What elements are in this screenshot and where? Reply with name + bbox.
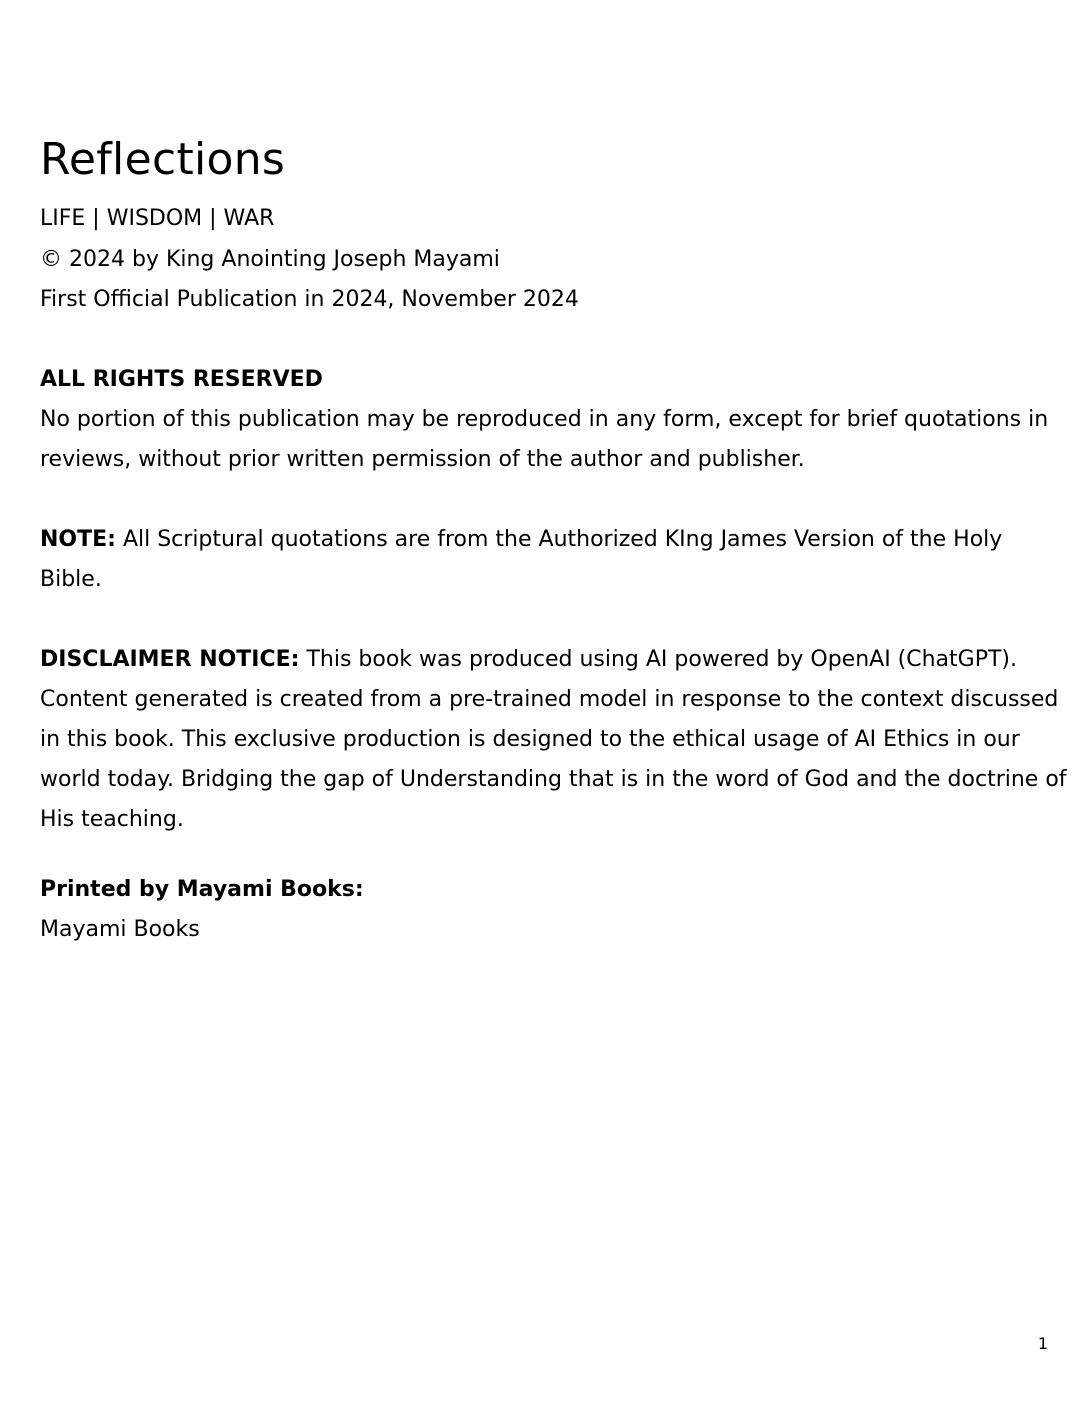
printer-label: Printed by Mayami Books: xyxy=(40,877,364,902)
book-title: Reflections xyxy=(40,134,286,185)
document-page xyxy=(40,128,1070,950)
rights-text: No portion of this publication may be reproduced in any form, except for brief quotations in reviews, without prior written permission of the author and publisher. xyxy=(40,407,1049,472)
publication-line: First Official Publication in 2024, November 2024 xyxy=(40,287,579,312)
printer-name: Mayami Books xyxy=(40,917,200,942)
note-text: All Scriptural quotations are from the Authorized KIng James Version of the Holy Bible. xyxy=(40,527,1003,592)
rights-heading: ALL RIGHTS RESERVED xyxy=(40,367,323,392)
disclaimer-paragraph xyxy=(40,640,1070,840)
printer-section xyxy=(40,870,1070,950)
note-label: NOTE: xyxy=(40,527,116,552)
rights-section xyxy=(40,360,1070,480)
note-paragraph xyxy=(40,520,1070,600)
page-number: 1 xyxy=(1037,1334,1048,1353)
copyright-line: © 2024 by King Anointing Joseph Mayami xyxy=(40,247,500,272)
disclaimer-label: DISCLAIMER NOTICE: xyxy=(40,647,300,672)
disclaimer-text: This book was produced using AI powered by OpenAI (ChatGPT). Content generated is created from a pre-trained model in response to the context discussed in this book. This exclusive production is designed to the ethical usage of AI Ethics in our world today. Bridging the gap of Understanding that is in the word of God and the doctrine of His teaching. xyxy=(40,647,1067,832)
book-subtitle: LIFE | WISDOM | WAR xyxy=(40,206,275,231)
